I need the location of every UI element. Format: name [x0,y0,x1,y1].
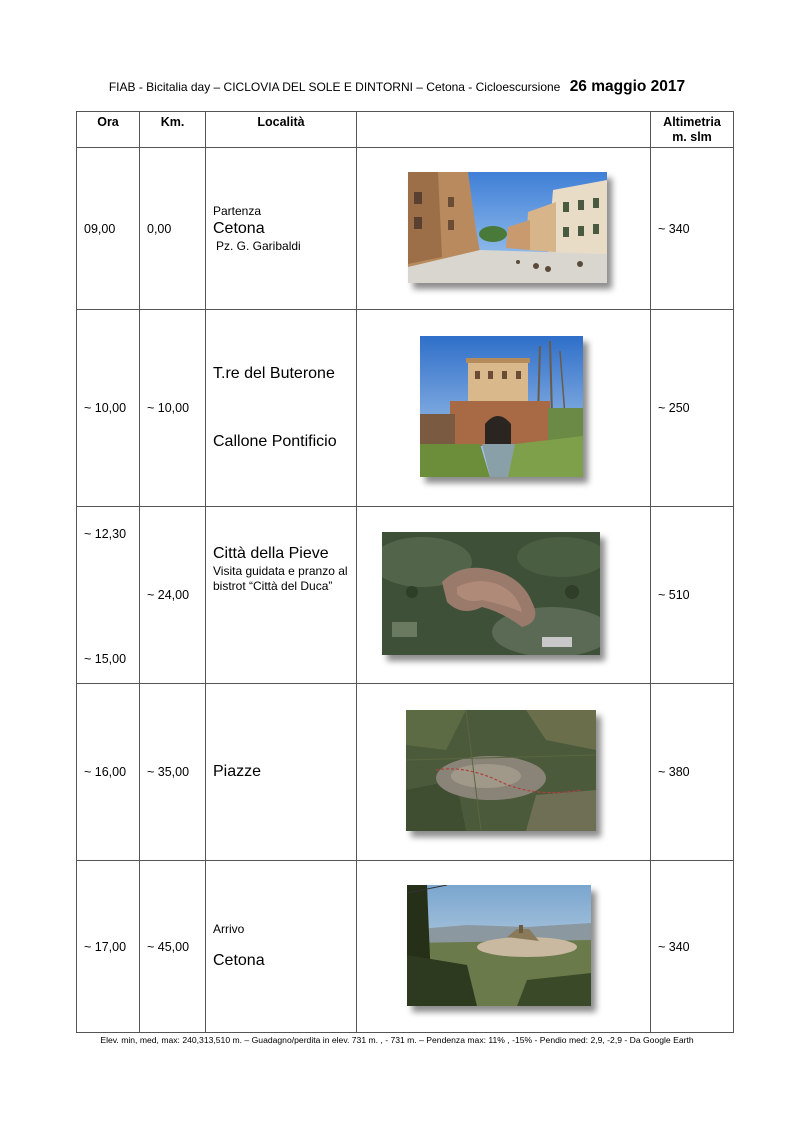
cell-ora: ~ 10,00 [77,310,140,507]
cell-localita [206,684,357,861]
time-arrival: ~ 12,30 [84,527,127,541]
page-footer: Elev. min, med, max: 240,313,510 m. – Guadagno/perdita in elev. 731 m. , - 731 m. – Pendenza max: 11% , -15% - Pendio med: 2,9, -2,9 - Da Google Earth [100,1035,694,1045]
loc-name: Piazze [213,763,262,780]
header-date: 26 maggio 2017 [569,78,686,95]
table-row [77,861,734,1033]
col-header-altimetria: Altimetria m. slm [651,112,734,148]
cell-altimetria: ~ 250 [651,310,734,507]
cell-image [357,310,651,507]
cell-image [357,148,651,310]
cell-ora: ~ 16,00 [77,684,140,861]
loc-address: Pz. G. Garibaldi [216,238,301,253]
piazze-aerial [406,710,596,831]
col-header-km: Km. [140,112,206,148]
table-row [77,507,734,684]
cell-km: ~ 10,00 [140,310,206,507]
cetona-panorama-photo [407,885,591,1006]
cell-altimetria: ~ 340 [651,148,734,310]
loc-label-arrivo: Arrivo [213,922,245,936]
loc-label-partenza: Partenza [213,203,262,218]
cell-km: ~ 24,00 [140,507,206,684]
cell-localita [206,507,357,684]
header-title: FIAB - Bicitalia day – CICLOVIA DEL SOLE E DINTORNI – Cetona - Cicloescursione [108,80,561,94]
cell-altimetria: ~ 510 [651,507,734,684]
cell-km: 0,00 [140,148,206,310]
col-header-localita: Località [206,112,357,148]
loc-name: Città della Pieve [213,545,329,562]
table-row [77,310,734,507]
loc-name-callone: Callone Pontificio [213,433,337,450]
page-header [0,78,794,96]
cell-localita [206,148,357,310]
loc-name: Cetona [213,952,265,969]
table-row [77,148,734,310]
cell-image [357,861,651,1033]
cell-localita [206,310,357,507]
table-row [77,684,734,861]
cell-image [357,507,651,684]
col-header-ora: Ora [77,112,140,148]
loc-note: Visita guidata e pranzo al bistrot “Città del Duca” [213,564,348,593]
cell-ora: ~ 17,00 [77,861,140,1033]
col-header-image [357,112,651,148]
citta-della-pieve-aerial [382,532,600,655]
cell-ora [77,507,140,684]
cell-image [357,684,651,861]
cell-km: ~ 45,00 [140,861,206,1033]
cetona-piazza-photo [408,172,607,283]
table-header-row [77,112,734,148]
loc-name: Cetona [213,219,265,237]
loc-name-torre: T.re del Buterone [213,365,335,382]
cell-altimetria: ~ 340 [651,861,734,1033]
cell-ora: 09,00 [77,148,140,310]
cell-localita [206,861,357,1033]
cell-km: ~ 35,00 [140,684,206,861]
callone-pontificio-photo [420,336,583,477]
itinerary-table [76,111,734,1033]
time-departure: ~ 15,00 [84,652,127,666]
cell-altimetria: ~ 380 [651,684,734,861]
